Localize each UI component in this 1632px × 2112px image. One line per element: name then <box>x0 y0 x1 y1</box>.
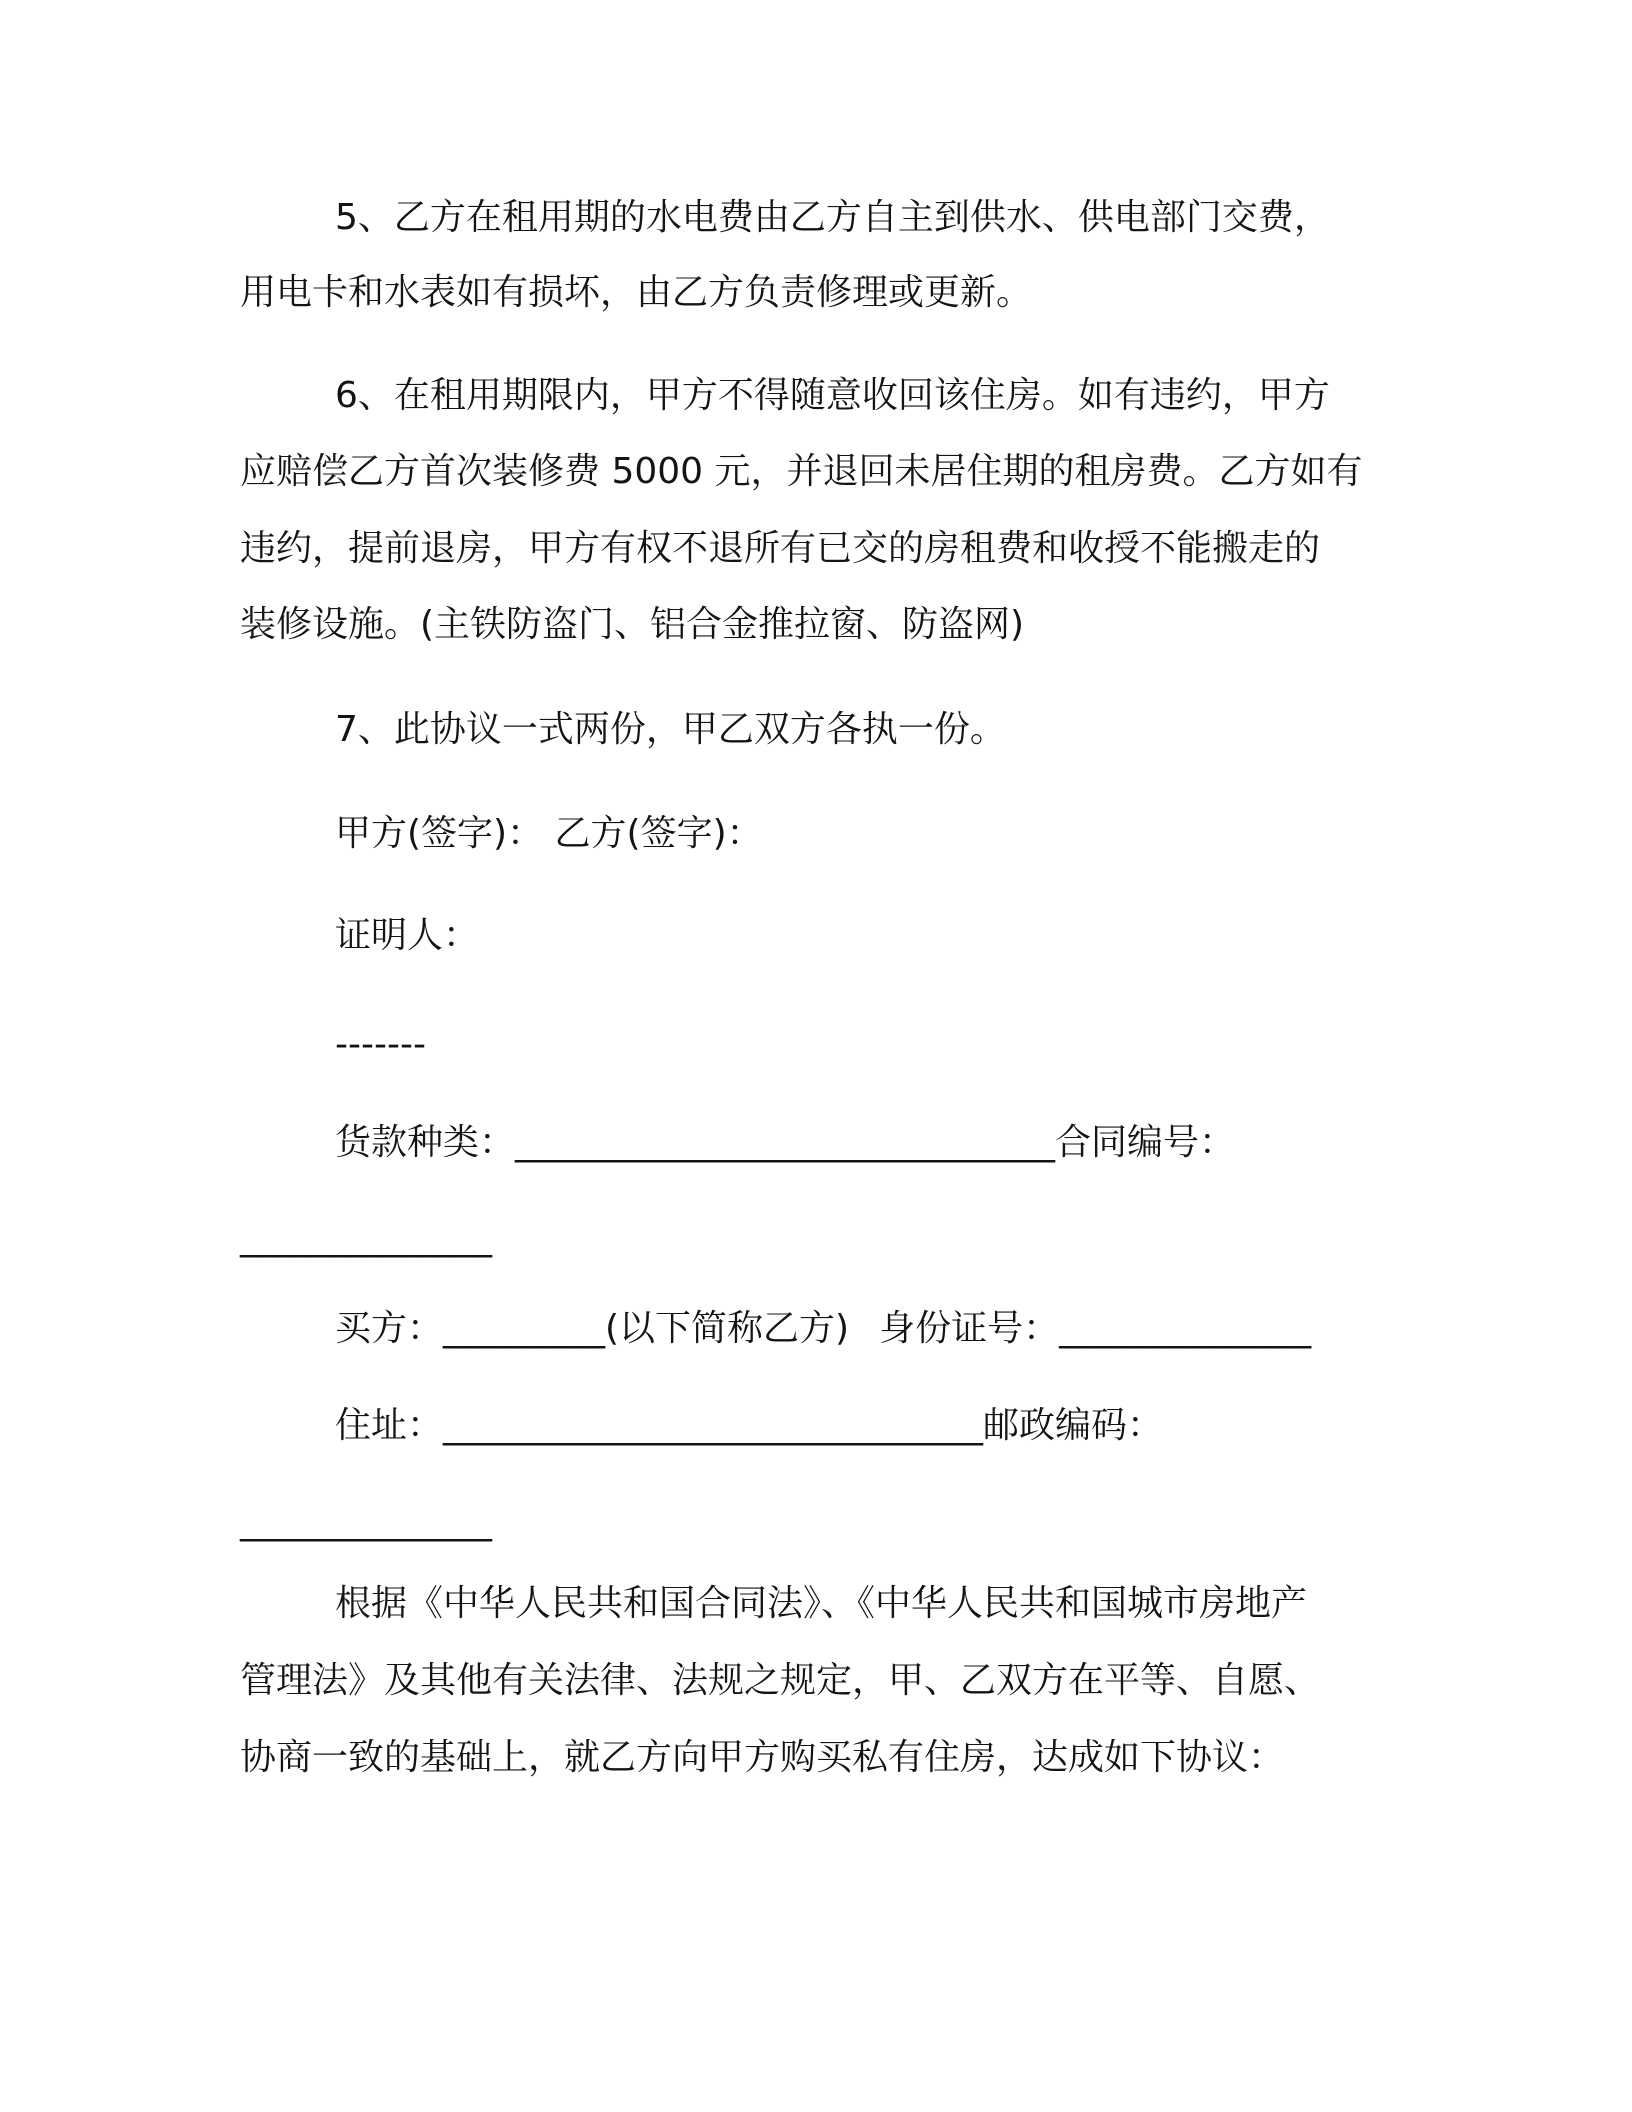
id-number-label: 身份证号： <box>879 1308 1060 1349</box>
signature-line: 甲方(签字)： 乙方(签字)： <box>335 813 763 854</box>
clause-6-line-1: 6、在租用期限内，甲方不得随意收回该住房。如有违约，甲方 <box>335 375 1330 416</box>
clause-6-line-3: 违约，提前退房，甲方有权不退所有已交的房租费和收授不能搬走的 <box>240 528 1321 569</box>
buyer-label: 买方： <box>335 1308 444 1349</box>
clause-5-line-2: 用电卡和水表如有损坏，由乙方负责修理或更新。 <box>240 272 1033 313</box>
address-label: 住址： <box>335 1405 444 1446</box>
postal-code-blank: ______________ <box>240 1501 492 1542</box>
loan-type-row <box>335 1121 1235 1165</box>
postal-code-label: 邮政编码： <box>983 1405 1164 1446</box>
preamble-line-1: 根据《中华人民共和国合同法》、《中华人民共和国城市房地产 <box>335 1583 1308 1624</box>
clause-5-line-1: 5、乙方在租用期的水电费由乙方自主到供水、供电部门交费， <box>335 197 1330 238</box>
address-blank: ______________________________ <box>443 1405 984 1446</box>
buyer-row <box>335 1307 1311 1351</box>
loan-type-blank: ______________________________ <box>515 1122 1056 1163</box>
clause-6-line-4: 装修设施。(主铁防盗门、铝合金推拉窗、防盗网) <box>240 604 1025 645</box>
loan-type-label: 货款种类： <box>335 1122 516 1163</box>
preamble-line-3: 协商一致的基础上，就乙方向甲方购买私有住房，达成如下协议： <box>240 1737 1285 1778</box>
buyer-blank: _________ <box>443 1308 606 1349</box>
buyer-note: (以下简称乙方) <box>605 1308 850 1349</box>
separator: ------- <box>335 1024 426 1065</box>
contract-number-blank: ______________ <box>240 1217 492 1258</box>
clause-6-line-2: 应赔偿乙方首次装修费 5000 元，并退回未居住期的租房费。乙方如有 <box>240 451 1363 492</box>
contract-number-label: 合同编号： <box>1055 1122 1236 1163</box>
id-number-blank: ______________ <box>1059 1308 1312 1349</box>
witness-label: 证明人： <box>335 915 480 956</box>
preamble-line-2: 管理法》及其他有关法律、法规之规定，甲、乙双方在平等、自愿、 <box>240 1660 1321 1701</box>
address-row <box>335 1404 1163 1448</box>
clause-7: 7、此协议一式两份，甲乙双方各执一份。 <box>335 709 1006 750</box>
